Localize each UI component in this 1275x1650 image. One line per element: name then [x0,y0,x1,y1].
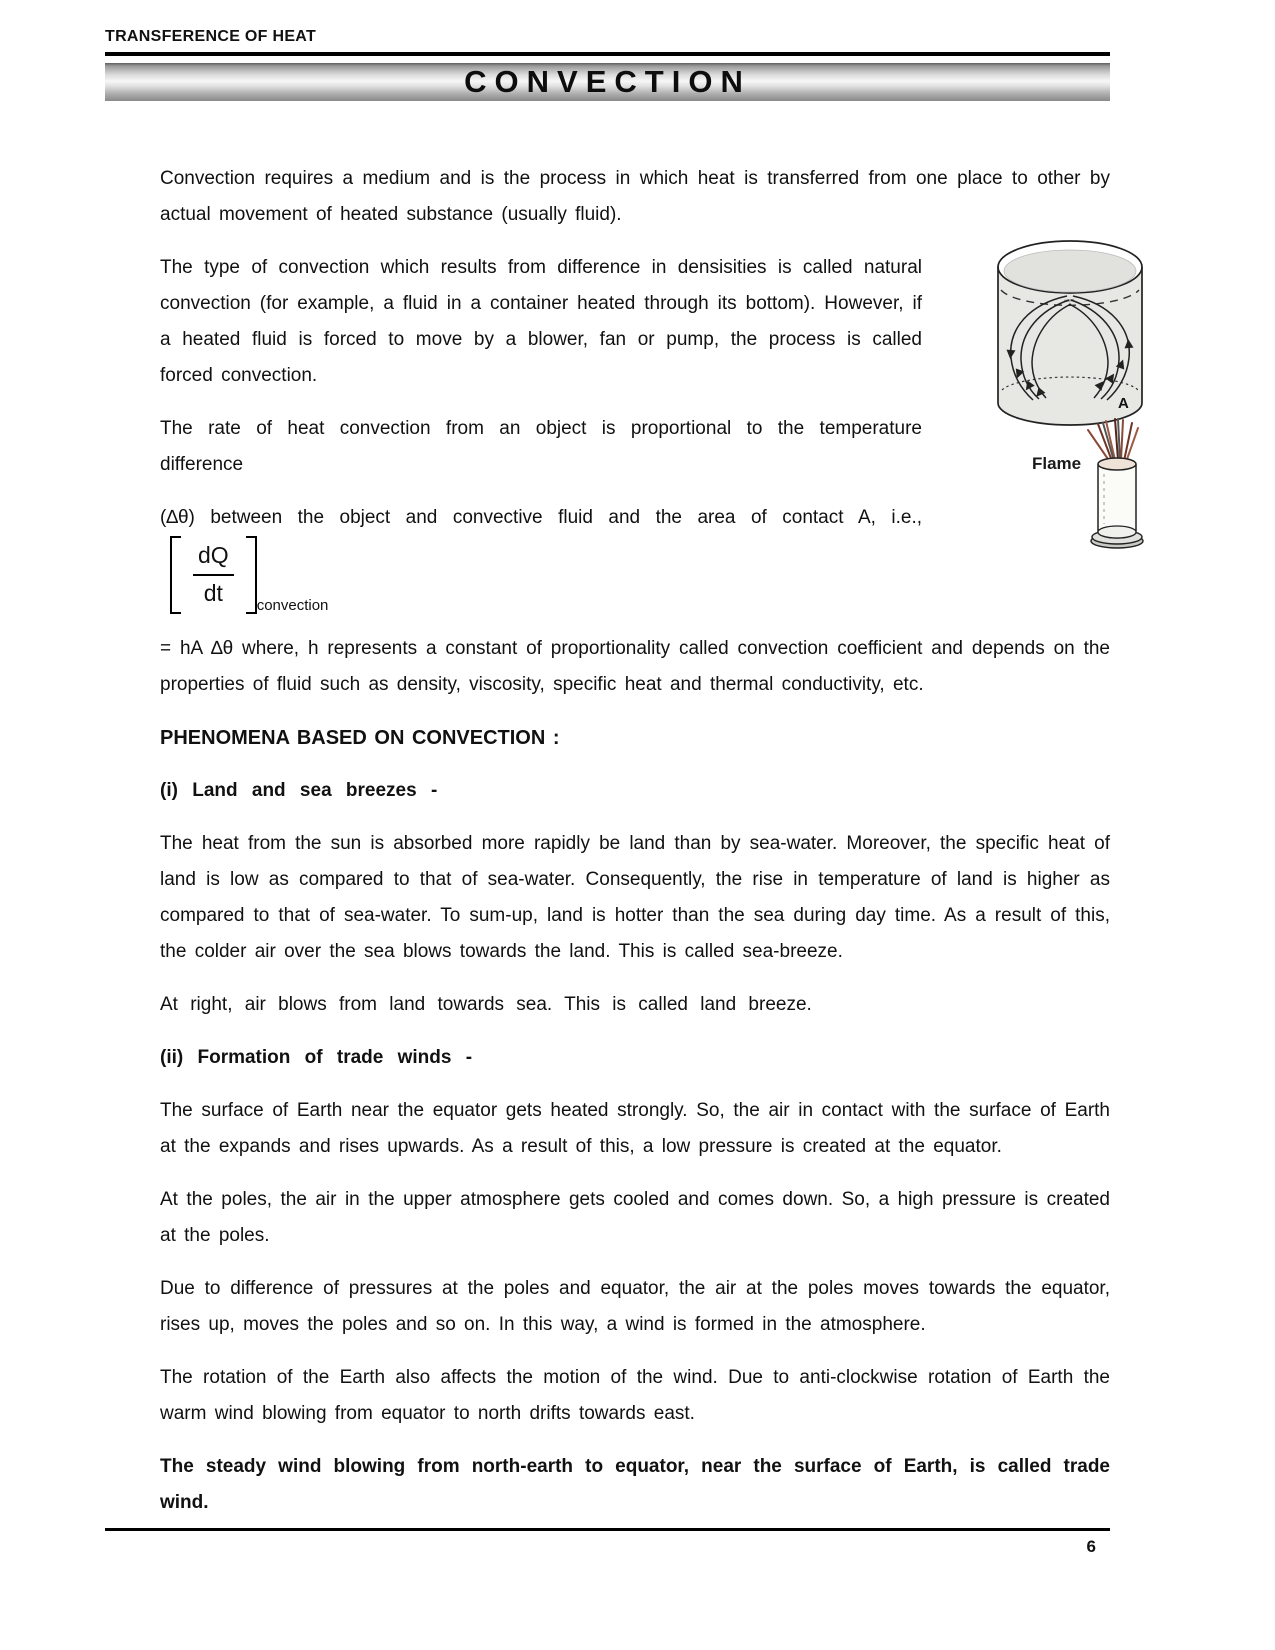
convection-figure [940,238,1145,533]
paragraph-land-breeze: At right, air blows from land towards sea. This is called land breeze. [160,993,812,1015]
paragraph-ha-coefficient: = hA ∆θ where, h represents a constant of proportionality called convection coefficient and depends on the properties of fluid such as density, viscosity, specific heat and thermal conductivity, etc. [160,637,1110,695]
flame-icon [1088,419,1138,462]
bracket-right [246,536,257,614]
flame-label: Flame [1032,454,1082,473]
formula-subscript: convection [256,596,329,614]
fraction [184,536,243,614]
page-title: CONVECTION [464,64,751,99]
paragraph-intro: Convection requires a medium and is the process in which heat is transferred from one place to other by actual movement of heated substance (usually fluid). [160,168,1110,225]
body-text [105,161,1129,1521]
paragraph-rate: The rate of heat convection from an object is proportional to the temperature difference [160,418,922,475]
bracket-left [170,536,181,614]
subheading-land-sea-breezes: (i) Land and sea breezes - [160,779,438,801]
paragraph-poles-pressure: At the poles, the air in the upper atmosphere gets cooled and comes down. So, a high pressure is created at the poles. [160,1188,1110,1246]
area-label: A [1118,395,1129,412]
section-heading-phenomena: PHENOMENA BASED ON CONVECTION : [160,726,560,749]
paragraph-pressure-difference-wind: Due to difference of pressures at the poles and equator, the air at the poles moves towards the equator, rises up, moves the poles and so on. In this way, a wind is formed in the atmosphere. [160,1277,1110,1335]
running-title: TRANSFERENCE OF HEAT [105,28,1110,56]
paragraph-equator-heating: The surface of Earth near the equator gets heated strongly. So, the air in contact with the surface of Earth at the expands and rises upwards. As a result of this, a low pressure is created at the equator. [160,1099,1110,1157]
formula-denominator: dt [203,579,223,606]
page-footer [105,1528,1110,1557]
paragraph-trade-wind-definition: The steady wind blowing from north-earth to equator, near the surface of Earth, is called trade wind. [160,1455,1110,1513]
page-content [105,28,1129,1538]
burner-mouth [1098,458,1136,470]
dq-dt-formula [170,536,328,614]
paragraph-natural-forced: The type of convection which results from difference in densisities is called natural convection (for example, a fluid in a container heated through its bottom). However, if a heated fluid is forced to move by a blower, fan or pump, the process is called forced convection. [160,257,922,386]
paragraph-earth-rotation: The rotation of the Earth also affects the motion of the wind. Due to anti-clockwise rotation of Earth the warm wind blowing from equator to north drifts towards east. [160,1366,1110,1424]
convection-illustration [960,238,1145,568]
formula-prefix: (∆θ) between the object and convective fluid and the area of contact A, i.e., [160,507,922,528]
formula-numerator: dQ [193,541,234,576]
title-banner [105,63,1110,101]
page-number: 6 [1086,1537,1096,1556]
liquid-surface [1004,250,1136,292]
subheading-trade-winds: (ii) Formation of trade winds - [160,1046,473,1068]
paragraph-sea-breeze: The heat from the sun is absorbed more rapidly be land than by sea-water. Moreover, the specific heat of land is low as compared to that of sea-water. Consequently, the rise in temperature of land is higher as compared to that of sea-water. To sum-up, land is hotter than the sea during day time. As a result of this, the colder air over the sea blows towards the land. This is called sea-breeze. [160,832,1110,962]
